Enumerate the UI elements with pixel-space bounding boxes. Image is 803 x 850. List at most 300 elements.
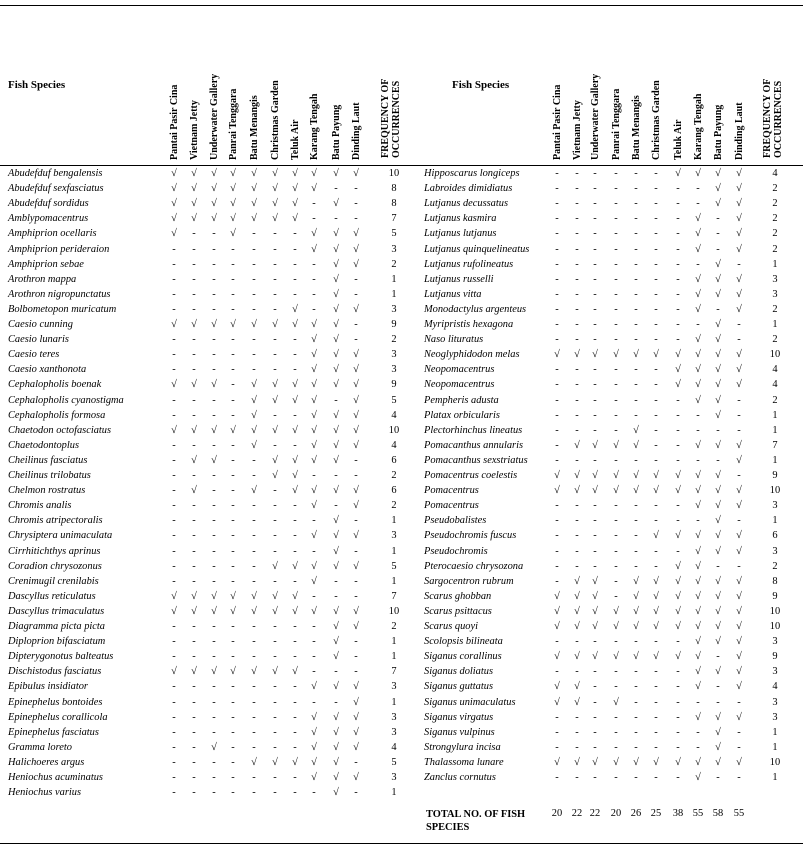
- presence-mark: -: [273, 273, 277, 285]
- presence-mark: -: [212, 439, 216, 451]
- presence-mark: -: [354, 198, 358, 210]
- presence-mark: -: [172, 454, 176, 466]
- presence-mark: -: [555, 303, 559, 315]
- presence-mark: √: [292, 213, 298, 225]
- presence-mark: √: [633, 485, 639, 497]
- presence-mark: -: [696, 183, 700, 195]
- frequency-value: 1: [391, 515, 397, 527]
- presence-mark: -: [172, 349, 176, 361]
- presence-mark: √: [715, 756, 721, 768]
- presence-mark: √: [554, 621, 560, 632]
- presence-mark: √: [333, 168, 339, 179]
- presence-mark: -: [654, 288, 658, 300]
- presence-mark: √: [311, 454, 317, 466]
- frequency-value: 2: [772, 243, 778, 255]
- presence-mark: -: [172, 560, 176, 572]
- presence-mark: √: [675, 590, 681, 602]
- presence-mark: -: [555, 243, 559, 255]
- presence-mark: -: [575, 454, 579, 466]
- presence-mark: √: [171, 213, 177, 225]
- table-row: [8, 347, 397, 362]
- presence-mark: -: [192, 772, 196, 783]
- presence-mark: -: [593, 545, 597, 557]
- presence-mark: -: [676, 394, 680, 406]
- presence-mark: -: [354, 288, 358, 300]
- presence-mark: -: [634, 379, 638, 391]
- table-row: [424, 377, 784, 392]
- presence-mark: -: [654, 213, 658, 225]
- presence-mark: -: [614, 228, 618, 240]
- presence-mark: -: [273, 545, 277, 557]
- presence-mark: √: [736, 454, 742, 466]
- presence-mark: √: [333, 711, 339, 723]
- frequency-value: 1: [391, 696, 397, 708]
- frequency-value: 1: [772, 319, 778, 330]
- left-site-header-1: Pantai Pasir Cina: [169, 84, 180, 160]
- presence-mark: √: [592, 575, 598, 587]
- species-name: Lutjanus vitta: [424, 288, 482, 300]
- presence-mark: -: [273, 303, 277, 315]
- presence-mark: √: [736, 349, 742, 361]
- presence-mark: √: [211, 168, 217, 179]
- species-name: Pomacanthus annularis: [424, 439, 524, 451]
- presence-mark: -: [593, 515, 597, 527]
- presence-mark: √: [191, 198, 197, 210]
- presence-mark: -: [212, 273, 216, 285]
- presence-mark: √: [736, 168, 742, 179]
- presence-mark: √: [695, 500, 701, 512]
- presence-mark: √: [333, 319, 339, 330]
- left-species-column-header: Fish Species: [8, 79, 66, 91]
- presence-mark: √: [653, 530, 659, 542]
- presence-mark: √: [353, 394, 359, 406]
- presence-mark: √: [191, 319, 197, 330]
- right-site-header-10: Dinding Laut: [734, 102, 745, 160]
- presence-mark: -: [273, 409, 277, 421]
- frequency-value: 3: [391, 711, 397, 723]
- presence-mark: √: [633, 349, 639, 361]
- presence-mark: -: [575, 243, 579, 255]
- presence-mark: √: [592, 621, 598, 632]
- presence-mark: -: [354, 334, 358, 346]
- presence-mark: -: [293, 787, 297, 799]
- presence-mark: √: [736, 636, 742, 648]
- total-value: 26: [630, 808, 642, 819]
- frequency-value: 6: [772, 530, 778, 542]
- presence-mark: -: [172, 470, 176, 481]
- frequency-value: 3: [772, 636, 778, 648]
- presence-mark: -: [654, 228, 658, 240]
- table-row: [8, 544, 397, 559]
- table-row: [424, 257, 784, 272]
- presence-mark: -: [192, 560, 196, 572]
- frequency-value: 3: [391, 243, 397, 255]
- presence-mark: √: [592, 439, 598, 451]
- presence-mark: √: [353, 681, 359, 693]
- presence-mark: -: [252, 288, 256, 300]
- frequency-value: 1: [391, 651, 397, 663]
- presence-mark: √: [333, 681, 339, 693]
- species-name: Lutjanus quinquelineatus: [424, 243, 530, 255]
- presence-mark: √: [333, 273, 339, 285]
- presence-mark: -: [293, 741, 297, 753]
- presence-mark: -: [252, 470, 256, 481]
- presence-mark: -: [252, 454, 256, 466]
- frequency-value: 4: [391, 741, 397, 753]
- presence-mark: -: [231, 258, 235, 270]
- presence-mark: -: [252, 726, 256, 738]
- frequency-value: 2: [772, 183, 778, 195]
- presence-mark: -: [192, 470, 196, 481]
- left-site-header-2: Vietnam Jetty: [189, 100, 200, 160]
- presence-mark: √: [171, 183, 177, 195]
- presence-mark: -: [172, 515, 176, 527]
- presence-mark: √: [736, 243, 742, 255]
- presence-mark: -: [614, 515, 618, 527]
- presence-mark: √: [353, 485, 359, 497]
- presence-mark: √: [353, 711, 359, 723]
- table-row: [8, 770, 397, 785]
- presence-mark: √: [715, 168, 721, 179]
- table-row: [8, 272, 397, 287]
- presence-mark: -: [172, 273, 176, 285]
- presence-mark: -: [575, 183, 579, 195]
- frequency-value: 9: [772, 651, 778, 663]
- presence-mark: -: [172, 711, 176, 723]
- presence-mark: -: [593, 198, 597, 210]
- presence-mark: -: [192, 303, 196, 315]
- frequency-value: 9: [391, 379, 397, 391]
- presence-mark: -: [676, 636, 680, 648]
- presence-mark: -: [716, 243, 720, 255]
- presence-mark: -: [231, 394, 235, 406]
- presence-mark: -: [252, 741, 256, 753]
- presence-mark: -: [575, 228, 579, 240]
- presence-mark: √: [715, 364, 721, 376]
- presence-mark: -: [273, 636, 277, 648]
- presence-mark: √: [211, 741, 217, 753]
- table-row: [424, 498, 784, 513]
- presence-mark: -: [555, 198, 559, 210]
- species-name: Cheilinus fasciatus: [8, 454, 88, 466]
- presence-mark: -: [212, 756, 216, 768]
- presence-mark: -: [231, 364, 235, 376]
- presence-mark: -: [676, 334, 680, 346]
- presence-mark: -: [192, 515, 196, 527]
- presence-mark: √: [311, 530, 317, 542]
- presence-mark: √: [715, 394, 721, 406]
- table-row: [8, 619, 397, 634]
- presence-mark: √: [715, 258, 721, 270]
- presence-mark: -: [593, 183, 597, 195]
- presence-mark: √: [333, 379, 339, 391]
- presence-mark: -: [172, 726, 176, 738]
- presence-mark: √: [695, 651, 701, 663]
- species-name: Cephalopholis formosa: [8, 409, 106, 421]
- table-row: [8, 589, 397, 604]
- presence-mark: √: [333, 198, 339, 210]
- presence-mark: √: [251, 590, 257, 602]
- presence-mark: √: [715, 198, 721, 210]
- presence-mark: -: [593, 424, 597, 436]
- presence-mark: -: [192, 364, 196, 376]
- table-row: [424, 513, 784, 528]
- presence-mark: √: [333, 515, 339, 527]
- species-name: Diagramma picta picta: [8, 621, 105, 632]
- frequency-value: 2: [772, 560, 778, 572]
- species-name: Chrysiptera unimaculata: [8, 530, 113, 542]
- presence-mark: -: [312, 515, 316, 527]
- species-name: Chaetodontoplus: [8, 439, 80, 451]
- presence-mark: √: [333, 439, 339, 451]
- frequency-value: 3: [391, 364, 397, 376]
- presence-mark: -: [293, 273, 297, 285]
- table-row: [8, 393, 397, 408]
- presence-mark: -: [634, 243, 638, 255]
- presence-mark: -: [293, 515, 297, 527]
- presence-mark: -: [293, 651, 297, 663]
- presence-mark: √: [695, 711, 701, 723]
- presence-mark: √: [736, 681, 742, 693]
- presence-mark: -: [614, 198, 618, 210]
- presence-mark: -: [354, 213, 358, 225]
- presence-mark: -: [676, 500, 680, 512]
- presence-mark: -: [614, 319, 618, 330]
- presence-mark: √: [211, 605, 217, 617]
- presence-mark: √: [230, 183, 236, 195]
- presence-mark: -: [634, 500, 638, 512]
- presence-mark: -: [634, 696, 638, 708]
- left-frequency-header-line2: OCCURRENCES: [391, 80, 402, 158]
- presence-mark: -: [634, 711, 638, 723]
- presence-mark: √: [292, 424, 298, 436]
- presence-mark: -: [252, 545, 256, 557]
- presence-mark: √: [311, 319, 317, 330]
- presence-mark: -: [212, 485, 216, 497]
- presence-mark: -: [654, 545, 658, 557]
- presence-mark: -: [716, 213, 720, 225]
- presence-mark: -: [172, 288, 176, 300]
- presence-mark: √: [353, 605, 359, 617]
- presence-mark: √: [353, 379, 359, 391]
- presence-mark: -: [634, 530, 638, 542]
- presence-mark: -: [252, 349, 256, 361]
- presence-mark: -: [192, 545, 196, 557]
- presence-mark: -: [212, 621, 216, 632]
- presence-mark: -: [716, 303, 720, 315]
- table-row: [8, 679, 397, 694]
- frequency-value: 10: [769, 349, 781, 361]
- presence-mark: -: [555, 454, 559, 466]
- presence-mark: √: [574, 590, 580, 602]
- presence-mark: -: [737, 319, 741, 330]
- presence-mark: √: [633, 590, 639, 602]
- presence-mark: √: [191, 424, 197, 436]
- presence-mark: -: [737, 394, 741, 406]
- presence-mark: -: [252, 530, 256, 542]
- presence-mark: -: [231, 379, 235, 391]
- presence-mark: √: [715, 545, 721, 557]
- presence-mark: -: [312, 470, 316, 481]
- left-site-header-9: Batu Payung: [331, 104, 342, 160]
- species-name: Halichoeres argus: [8, 756, 85, 768]
- presence-mark: -: [293, 439, 297, 451]
- presence-mark: -: [293, 500, 297, 512]
- presence-mark: -: [212, 560, 216, 572]
- presence-mark: -: [212, 530, 216, 542]
- presence-mark: √: [592, 651, 598, 663]
- frequency-value: 3: [391, 681, 397, 693]
- species-name: Siganus virgatus: [424, 711, 494, 723]
- totals-label: [426, 808, 525, 834]
- presence-mark: -: [575, 666, 579, 678]
- presence-mark: √: [251, 394, 257, 406]
- presence-mark: -: [231, 545, 235, 557]
- presence-mark: -: [737, 772, 741, 783]
- presence-mark: √: [736, 575, 742, 587]
- table-row: [8, 740, 397, 755]
- presence-mark: -: [312, 621, 316, 632]
- presence-mark: √: [675, 605, 681, 617]
- presence-mark: √: [292, 319, 298, 330]
- presence-mark: -: [654, 560, 658, 572]
- presence-mark: -: [293, 772, 297, 783]
- frequency-value: 3: [772, 273, 778, 285]
- frequency-value: 10: [769, 485, 781, 497]
- presence-mark: -: [252, 621, 256, 632]
- presence-mark: √: [695, 621, 701, 632]
- presence-mark: -: [696, 726, 700, 738]
- table-row: [424, 362, 784, 377]
- presence-mark: -: [293, 636, 297, 648]
- presence-mark: √: [715, 319, 721, 330]
- table-row: [424, 317, 784, 332]
- presence-mark: -: [334, 183, 338, 195]
- presence-mark: √: [333, 409, 339, 421]
- presence-mark: √: [333, 258, 339, 270]
- presence-mark: -: [614, 772, 618, 783]
- presence-mark: -: [212, 696, 216, 708]
- presence-mark: -: [676, 183, 680, 195]
- presence-mark: √: [633, 651, 639, 663]
- presence-mark: √: [353, 303, 359, 315]
- presence-mark: √: [311, 772, 317, 783]
- presence-mark: -: [614, 681, 618, 693]
- presence-mark: -: [252, 575, 256, 587]
- presence-mark: -: [654, 379, 658, 391]
- presence-mark: -: [634, 364, 638, 376]
- species-name: Heniochus varius: [8, 787, 82, 799]
- presence-mark: √: [211, 213, 217, 225]
- presence-mark: -: [676, 454, 680, 466]
- presence-mark: √: [311, 364, 317, 376]
- presence-mark: -: [212, 364, 216, 376]
- presence-mark: √: [633, 621, 639, 632]
- presence-mark: -: [614, 288, 618, 300]
- presence-mark: -: [614, 243, 618, 255]
- presence-mark: -: [273, 575, 277, 587]
- presence-mark: -: [231, 741, 235, 753]
- presence-mark: √: [695, 772, 701, 783]
- frequency-value: 8: [391, 198, 397, 210]
- presence-mark: √: [311, 168, 317, 179]
- species-name: Pterocaesio chrysozona: [424, 560, 524, 572]
- presence-mark: √: [333, 605, 339, 617]
- presence-mark: √: [736, 379, 742, 391]
- presence-mark: √: [251, 666, 257, 678]
- frequency-value: 1: [772, 772, 778, 783]
- species-name: Pempheris adusta: [424, 394, 499, 406]
- table-row: [424, 347, 784, 362]
- species-name: Pomacanthus sexstriatus: [424, 454, 528, 466]
- species-name: Lutjanus lutjanus: [424, 228, 497, 240]
- table-row: [8, 362, 397, 377]
- presence-mark: √: [715, 288, 721, 300]
- presence-mark: -: [212, 651, 216, 663]
- presence-mark: √: [353, 530, 359, 542]
- presence-mark: -: [676, 243, 680, 255]
- presence-mark: -: [696, 258, 700, 270]
- presence-mark: √: [272, 394, 278, 406]
- table-row: [8, 453, 397, 468]
- total-value: 58: [712, 808, 724, 819]
- presence-mark: -: [555, 515, 559, 527]
- table-row: [8, 725, 397, 740]
- presence-mark: √: [251, 605, 257, 617]
- table-row: [424, 423, 784, 438]
- presence-mark: -: [676, 288, 680, 300]
- frequency-value: 9: [391, 319, 397, 330]
- presence-mark: -: [192, 258, 196, 270]
- presence-mark: -: [172, 439, 176, 451]
- presence-mark: -: [614, 454, 618, 466]
- right-frequency-header-line1: FREQUENCY OF: [762, 78, 773, 158]
- table-row: [424, 710, 784, 725]
- presence-mark: -: [252, 681, 256, 693]
- table-row: [8, 438, 397, 453]
- species-name: Epinephelus fasciatus: [8, 726, 99, 738]
- presence-mark: -: [555, 560, 559, 572]
- species-name: Sargocentron rubrum: [424, 575, 514, 587]
- presence-mark: √: [333, 787, 339, 799]
- presence-mark: √: [715, 726, 721, 738]
- presence-mark: -: [614, 168, 618, 179]
- table-row: [424, 408, 784, 423]
- frequency-value: 7: [391, 666, 397, 678]
- presence-mark: -: [172, 334, 176, 346]
- presence-mark: √: [292, 198, 298, 210]
- presence-mark: -: [252, 651, 256, 663]
- presence-mark: -: [555, 258, 559, 270]
- presence-mark: √: [592, 590, 598, 602]
- presence-mark: √: [715, 741, 721, 753]
- presence-mark: -: [293, 334, 297, 346]
- presence-mark: -: [676, 409, 680, 421]
- presence-mark: -: [293, 409, 297, 421]
- presence-mark: -: [634, 772, 638, 783]
- presence-mark: √: [171, 228, 177, 240]
- species-name: Lutjanus kasmira: [424, 213, 497, 225]
- presence-mark: √: [191, 485, 197, 497]
- presence-mark: √: [272, 454, 278, 466]
- frequency-value: 5: [391, 756, 397, 768]
- presence-mark: -: [654, 303, 658, 315]
- table-row: [424, 332, 784, 347]
- species-name: Chromis analis: [8, 500, 72, 512]
- species-name: Siganus vulpinus: [424, 726, 495, 738]
- presence-mark: √: [574, 575, 580, 587]
- frequency-value: 10: [769, 756, 781, 768]
